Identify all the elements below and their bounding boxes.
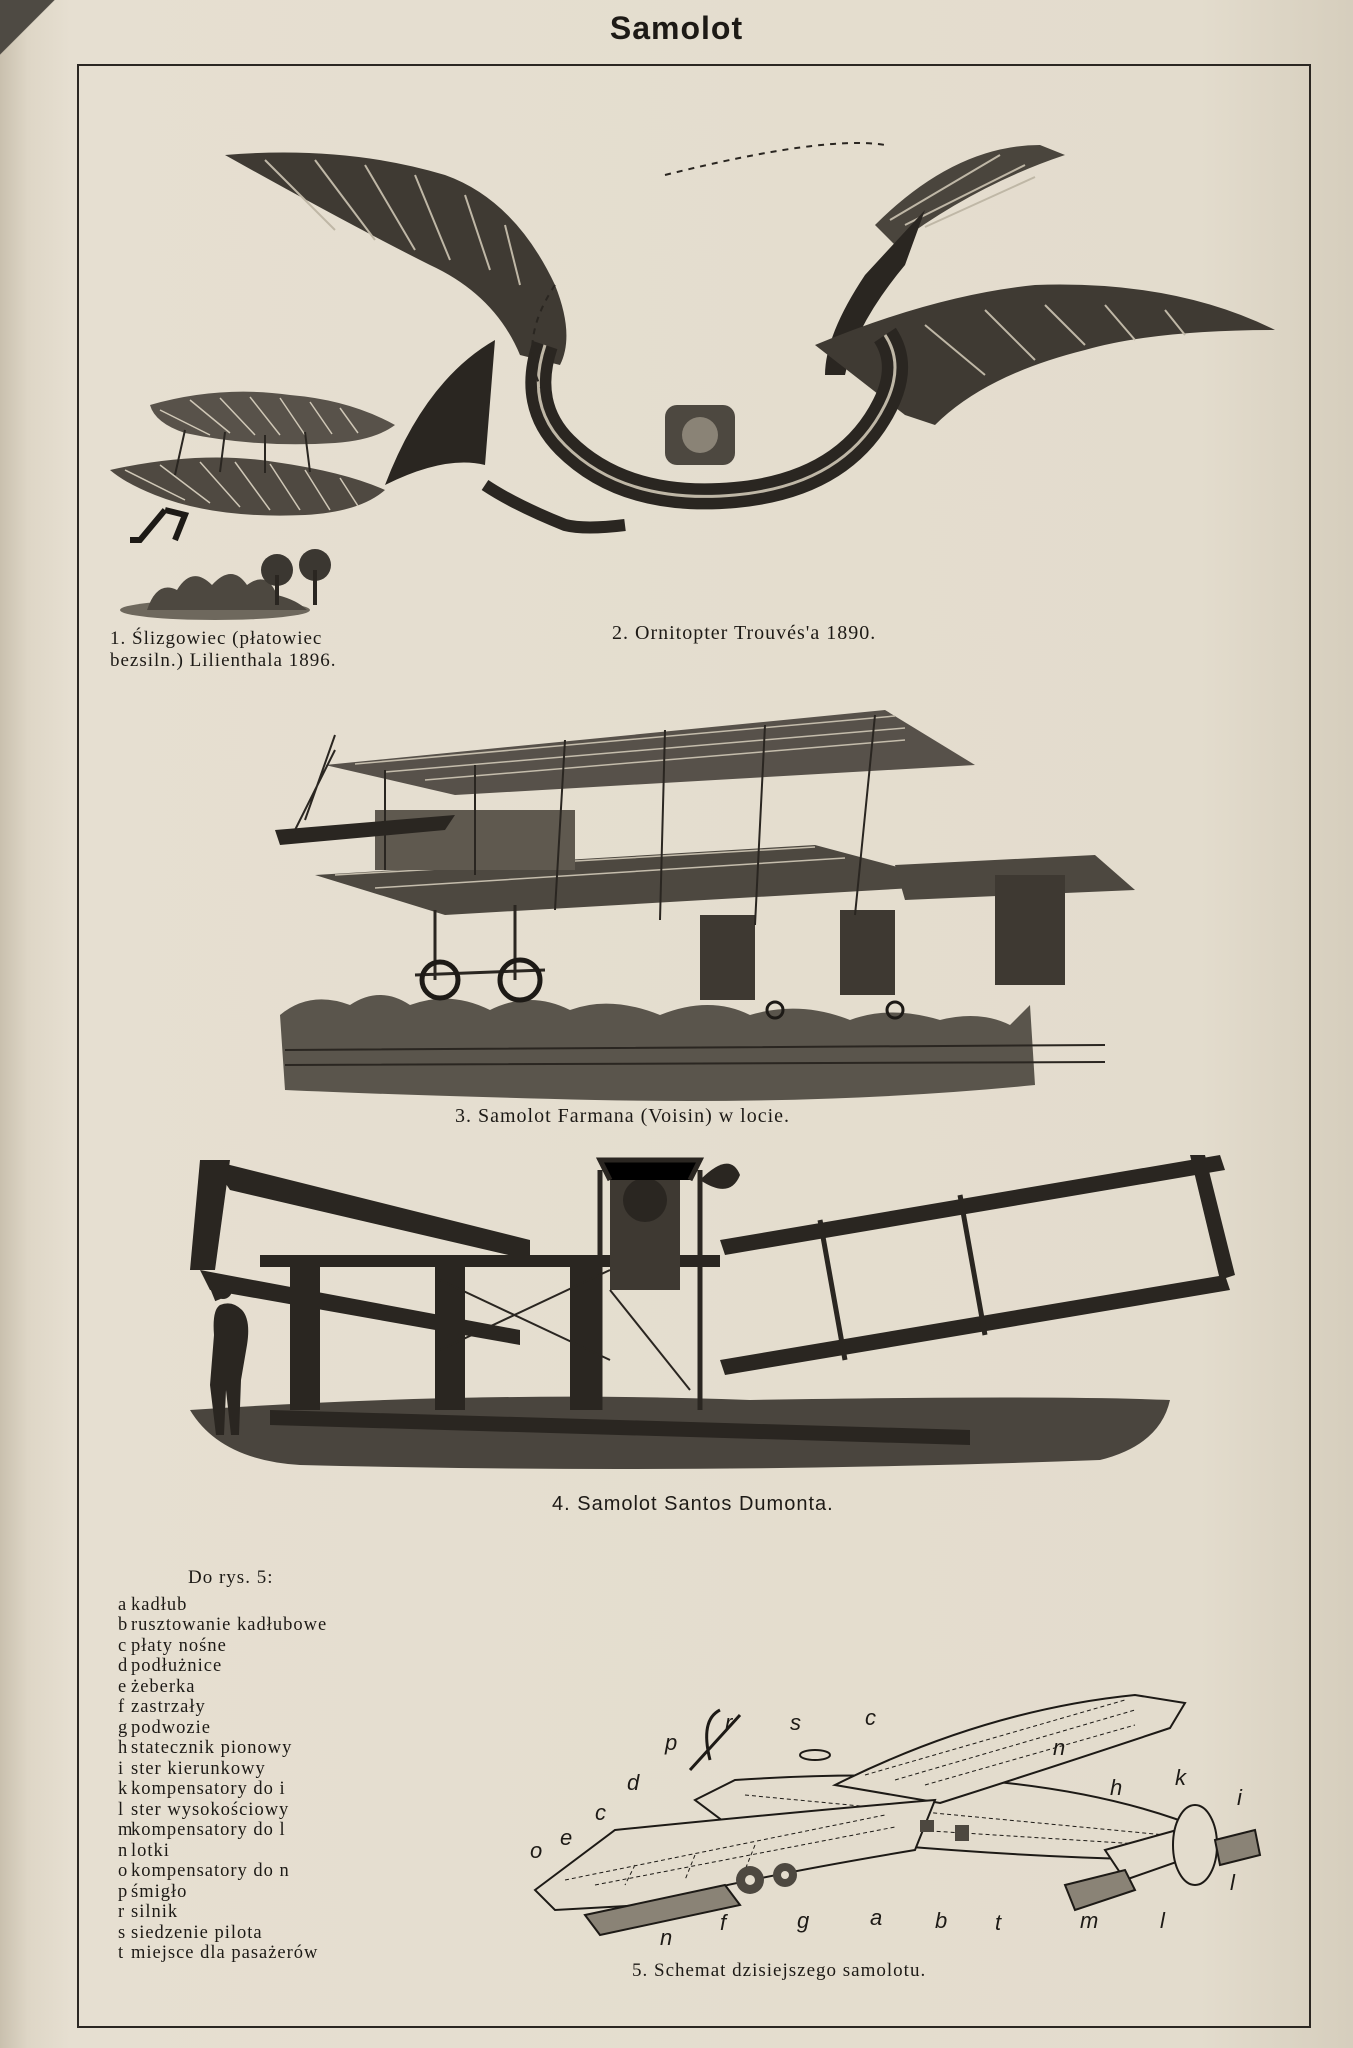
- legend-item-t: t miejsce dla pasażerów: [118, 1943, 319, 1963]
- diagram-label-b: b: [935, 1908, 948, 1933]
- legend-item-h: h statecznik pionowy: [118, 1738, 293, 1758]
- diagram-label-l-bottom: l: [1160, 1908, 1165, 1933]
- diagram-label-l-right: l: [1230, 1870, 1235, 1895]
- legend-item-n: n lotki: [118, 1840, 170, 1861]
- legend-item-f: f zastrzały: [118, 1697, 206, 1717]
- diagram-label-i: i: [1237, 1785, 1242, 1810]
- legend-title: Do rys. 5:: [188, 1567, 274, 1588]
- legend-item-g: g podwozie: [118, 1717, 211, 1738]
- legend-item-r: r silnik: [118, 1902, 179, 1922]
- diagram-label-h: h: [1110, 1775, 1123, 1800]
- diagram-label-k: k: [1175, 1765, 1186, 1790]
- legend-item-i: i ster kierunkowy: [118, 1758, 266, 1779]
- legend-item-p: p śmigło: [118, 1881, 188, 1902]
- legend-item-c: c płaty nośne: [118, 1635, 227, 1656]
- figure-2-ornithopter-illustration: [225, 115, 1305, 595]
- legend-item-s: s siedzenie pilota: [118, 1922, 263, 1943]
- figure-4-caption: 4. Samolot Santos Dumonta.: [552, 1493, 834, 1515]
- figure-2-caption: 2. Ornitopter Trouvés'a 1890.: [612, 622, 877, 644]
- diagram-label-c-top: c: [865, 1705, 876, 1730]
- figure-5-caption: 5. Schemat dzisiejszego samolotu.: [632, 1960, 927, 1981]
- legend-item-o: o kompensatory do n: [118, 1861, 290, 1881]
- diagram-label-e: e: [560, 1825, 573, 1850]
- figure-5-legend: [118, 1568, 327, 1964]
- diagram-label-r: r: [725, 1710, 733, 1735]
- diagram-label-n-top: n: [1053, 1735, 1066, 1760]
- diagram-label-s: s: [790, 1710, 801, 1735]
- legend-item-a: a kadłub: [118, 1594, 188, 1615]
- figure-4-santos-dumont-illustration: [180, 1160, 1220, 1480]
- diagram-label-a: a: [870, 1905, 883, 1930]
- diagram-label-c-left: c: [595, 1800, 606, 1825]
- legend-item-k: k kompensatory do i: [118, 1779, 286, 1799]
- legend-item-d: d podłużnice: [118, 1656, 223, 1676]
- diagram-label-p: p: [665, 1730, 678, 1755]
- figure-5-schematic-illustration: [525, 1690, 1265, 1950]
- diagram-label-d: d: [627, 1770, 640, 1795]
- figure-3-farman-biplane-illustration: [275, 710, 1135, 1090]
- diagram-label-t: t: [995, 1910, 1002, 1935]
- figure-1-caption-line-2: bezsiln.) Lilienthala 1896.: [110, 650, 337, 671]
- diagram-label-g: g: [797, 1908, 810, 1933]
- legend-item-e: e żeberka: [118, 1676, 196, 1697]
- diagram-label-m: m: [1080, 1908, 1099, 1933]
- diagram-label-f: f: [720, 1910, 727, 1935]
- figure-3-caption: 3. Samolot Farmana (Voisin) w locie.: [455, 1105, 791, 1127]
- diagram-label-o: o: [530, 1838, 543, 1863]
- legend-item-b: b rusztowanie kadłubowe: [118, 1615, 328, 1635]
- legend-item-l: l ster wysokościowy: [118, 1799, 290, 1820]
- page-title: Samolot: [609, 10, 744, 46]
- legend-item-m: mkompensatory do l: [118, 1820, 286, 1840]
- diagram-label-n-bottom: n: [660, 1925, 673, 1950]
- figure-1-caption-line-1: 1. Ślizgowiec (płatowiec: [110, 628, 323, 649]
